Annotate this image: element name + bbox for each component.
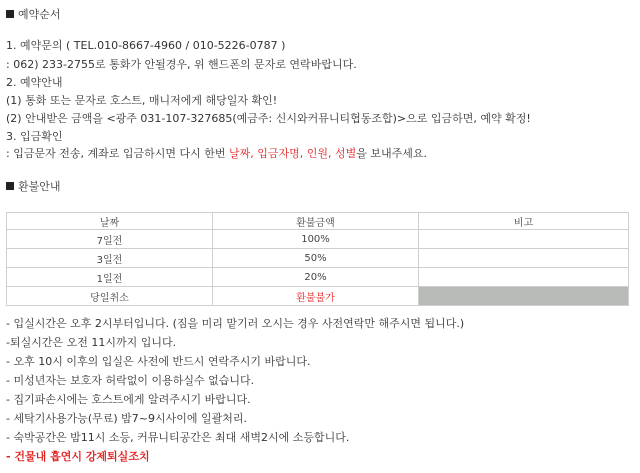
reservation-line-6: 3. 입금확인 xyxy=(6,130,63,143)
reservation-heading xyxy=(6,8,61,22)
header-amount: 환불금액 xyxy=(213,213,419,230)
reservation-line-2: : 062) 233-2755로 통화가 안될경우, 위 핸드폰의 문자로 연락바랍니다. xyxy=(6,58,357,71)
deposit-instruction-prefix: : 입금문자 전송, 계좌로 입금하시면 다시 한번 xyxy=(6,147,229,160)
row-date: 3일전 xyxy=(7,249,213,268)
list-item: - 오후 10시 이후의 입실은 사전에 반드시 연락주시기 바랍니다. xyxy=(6,355,311,368)
row-note-shaded xyxy=(419,287,629,306)
reservation-title: 예약순서 xyxy=(18,8,61,21)
row-date: 1일전 xyxy=(7,268,213,287)
table-header-row xyxy=(7,213,629,230)
row-note xyxy=(419,230,629,249)
square-bullet-icon xyxy=(6,182,14,190)
list-item: - 집기파손시에는 호스트에게 알려주시기 바랍니다. xyxy=(6,393,251,406)
refund-heading xyxy=(6,180,61,194)
no-refund-amount: 환불불가 xyxy=(213,287,419,306)
table-row xyxy=(7,249,629,268)
deposit-required-info: 날짜, 입금자명, 인원, 성별 xyxy=(228,147,357,160)
header-note: 비고 xyxy=(419,213,629,230)
deposit-instruction-suffix: 을 보내주세요. xyxy=(356,147,427,160)
reservation-line-3: 2. 예약안내 xyxy=(6,76,63,89)
square-bullet-icon xyxy=(6,10,14,18)
header-date: 날짜 xyxy=(7,213,213,230)
table-row-same-day xyxy=(7,287,629,306)
list-item: - 미성년자는 보호자 허락없이 이용하실수 없습니다. xyxy=(6,374,255,387)
refund-title: 환불안내 xyxy=(18,180,61,193)
reservation-line-5: (2) 안내받은 금액을 <광주 031-107-327685(예금주: 신시와커뮤니티협동조합)>으로 입금하면, 예약 확정! xyxy=(6,112,531,125)
row-note xyxy=(419,268,629,287)
reservation-line-7 xyxy=(6,147,427,161)
list-item: -퇴실시간은 오전 11시까지 입니다. xyxy=(6,336,177,349)
table-row xyxy=(7,268,629,287)
row-note xyxy=(419,249,629,268)
smoking-warning: - 건물내 흡연시 강제퇴실조치 xyxy=(6,450,150,463)
row-amount: 20% xyxy=(213,268,419,287)
refund-table xyxy=(6,212,629,306)
list-item: - 입실시간은 오후 2시부터입니다. (짐을 미리 맡기러 오시는 경우 사전연락만 해주시면 됩니다.) xyxy=(6,317,465,330)
row-amount: 100% xyxy=(213,230,419,249)
notes-list xyxy=(6,314,464,466)
list-item: - 세탁기사용가능(무료) 밤7~9시사이에 일괄처리. xyxy=(6,412,248,425)
reservation-line-4: (1) 통화 또는 문자로 호스트, 매니저에게 해당일자 확인! xyxy=(6,94,278,107)
row-date: 7일전 xyxy=(7,230,213,249)
row-amount: 50% xyxy=(213,249,419,268)
reservation-line-1: 1. 예약문의 ( TEL.010-8667-4960 / 010-5226-0787 ) xyxy=(6,39,286,52)
table-row xyxy=(7,230,629,249)
list-item: - 숙박공간은 밤11시 소등, 커뮤니티공간은 최대 새벽2시에 소등합니다. xyxy=(6,431,350,444)
row-date: 당일취소 xyxy=(7,287,213,306)
